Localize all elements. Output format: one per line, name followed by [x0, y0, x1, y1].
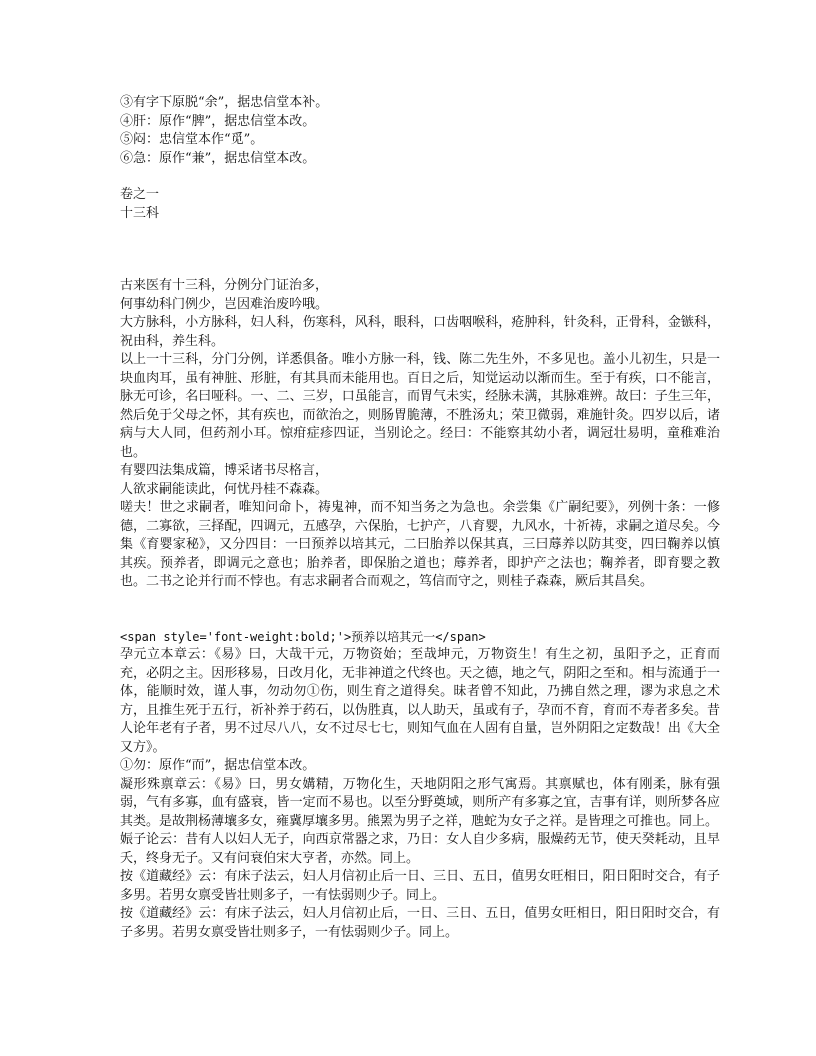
chapter-title: 十三科: [120, 205, 160, 221]
document-page: [120, 94, 720, 942]
footnote-6: ⑥急：原作“兼”，据忠信堂本改。: [120, 150, 316, 166]
spacer: [120, 223, 720, 277]
footnote-3: ③有字下原脱“余”，据忠信堂本补。: [120, 95, 329, 110]
paragraph-seeking-heirs: 嗟夫！世之求嗣者，唯知问命卜，祷鬼神，而不知当务之为急也。余尝集《广嗣纪要》，列例十条：一修德，二寡欲，三择配，四调元，五感孕，六保胎，七护产，八育婴，九风水，十祈祷，求嗣之道尽矣。今集《育婴家秘》，又分四目：一曰预养以培其元，二曰胎养以保其真，三曰蓐养以防其变，四曰鞠养以慎其疾。预养者，即调元之意也；胎养者，即保胎之道也；蓐养者，即护产之法也；鞠养者，即育婴之教也。二书之论并行而不悖也。有志求嗣者合而观之，笃信而守之，则桂子森森，厥后其昌矣。: [120, 500, 720, 589]
footnote-4: ④肝：原作“脾”，据忠信堂本改。: [120, 113, 316, 129]
spacer: [120, 168, 720, 186]
verse-line: 有婴四法集成篇，博采诸书尽格言，: [120, 463, 329, 478]
volume-title: 卷之一: [120, 187, 160, 202]
spacer: [120, 592, 720, 628]
verse-line: 古来医有十三科，分例分门证治多，: [120, 278, 329, 293]
paragraph-shenzi: 娠子论云：昔有人以妇人无子，向西京常器之求，乃日：女人自少多病，服燥药无节，使天癸耗动，且早夭，终身无子。又有问衰伯宋大亨者，亦然。同上。: [120, 832, 720, 866]
footnote-1: ①勿：原作“而”，据忠信堂本改。: [120, 758, 316, 773]
paragraph-daozang-1: 按《道藏经》云：有床子法云，妇人月信初止后一日、三日、五日，值男女旺相日，阳日阳时交合，有子多男。若男女禀受皆壮则多子，一有怯弱则少子。同上。: [120, 869, 720, 903]
footnote-5: ⑤闷：忠信堂本作“觅”。: [120, 132, 264, 147]
paragraph-ningxing: 凝形殊禀章云：《易》曰，男女媾精，万物化生，天地阴阳之形气寓焉。其禀赋也，体有刚柔，脉有强弱，气有多寡，血有盛衰，皆一定而不易也。以至分野奠域，则所产有多寡之宜，吉事有详，则所梦各应其类。是故荆杨薄壤多女，雍冀厚壤多男。熊罴为男子之祥，虺蛇为女子之祥。是皆理之可推也。同上。: [120, 776, 720, 829]
paragraph-yunyuan: 孕元立本章云：《易》曰，大哉干元，万物资始；至哉坤元，万物资生！有生之初，虽阳予之，正育而充，必阴之主。因形移易，日改月化，无非神道之代终也。天之德，地之气，阴阳之至和。相与流通于一体，能顺时效，谨人事，勿动勿①伤，则生育之道得矣。昧者曾不知此，乃拂自然之理，谬为求息之术方，且推生死于五行，祈补养于药石，以伪胜真，以人助天，虽或有子，孕而不育，育而不寿者多矣。昔人论年老有子者，男不过尽八八，女不过尽七七，则知气血在人固有自量，岂外阴阳之定数哉！出《大全又方》。: [120, 647, 720, 755]
verse-line: 何事幼科门例少，岂因难治废吟哦。: [120, 296, 329, 312]
paragraph-daozang-2: 按《道藏经》云：有床子法云，妇人月信初止后，一日、三日、五日，值男女旺相日，阳日阳时交合，有子多男。若男女禀受皆壮则多子，一有怯弱则少子。同上。: [120, 906, 720, 940]
paragraph-pediatrics: 以上一十三科，分门分例，详悉俱备。唯小方脉一科，钱、陈二先生外，不多见也。盖小儿初生，只是一块血肉耳，虽有神脏、形脏，有其具而未能用也。百日之后，知觉运动以渐而生。至于有疾，口不能言，脉无可诊，名曰哑科。一、二、三岁，口虽能言，而胃气未实，经脉未满，其脉难辨。故曰：子生三年，然后免于父母之怀，其有疾也，而欲治之，则肠胃脆薄，不胜汤丸；荣卫微弱，难施针灸。四岁以后，诸病与大人同，但药剂小耳。惊疳症疹四证，当别论之。经曰：不能察其幼小者，调冠壮易明，童稚难治也。: [120, 352, 720, 460]
verse-line: 人欲求嗣能读此，何忧丹桂不森森。: [120, 481, 329, 497]
section-heading: <span style='font-weight:bold;'>预养以培其元一</span>: [120, 629, 486, 644]
paragraph-thirteen-branches: 大方脉科，小方脉科，妇人科，伤寒科，风科，眼科，口齿咽喉科，疮肿科，针灸科，正骨科，金镞科，祝由科，养生科。: [120, 315, 720, 349]
